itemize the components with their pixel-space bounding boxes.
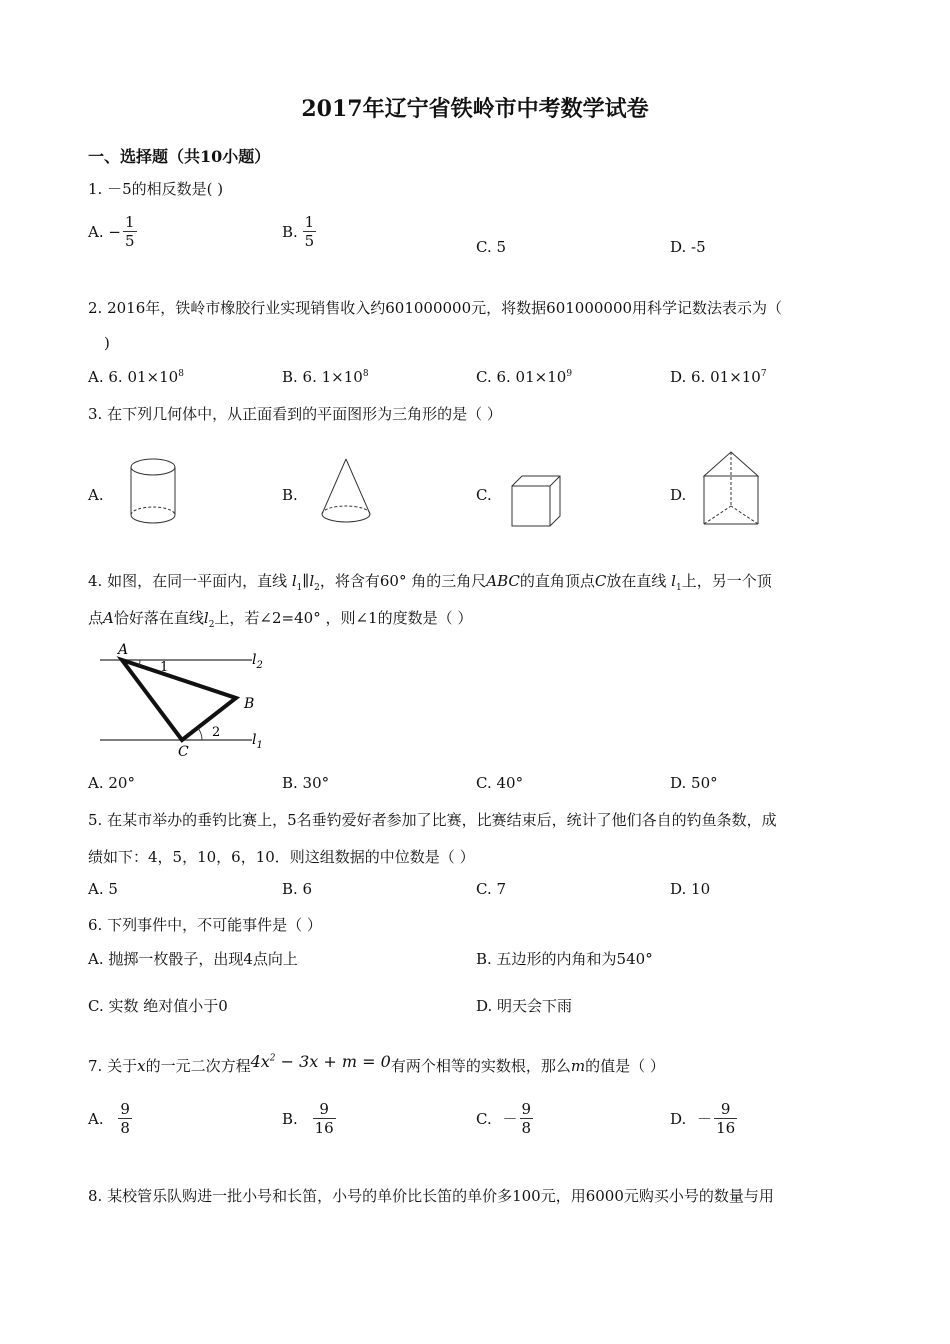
label-l2: $l_2$ bbox=[252, 652, 263, 671]
section-heading: 一、选择题（共10小题） bbox=[88, 147, 271, 166]
page-title: 2017年辽宁省铁岭市中考数学试卷 bbox=[301, 96, 649, 122]
q4-option-c[interactable]: C. 40° bbox=[476, 774, 524, 792]
q4-option-d[interactable]: D. 50° bbox=[670, 774, 718, 792]
q6-option-c[interactable]: C. 实数 绝对值小于0 bbox=[88, 997, 228, 1015]
q6-option-d[interactable]: D. 明天会下雨 bbox=[476, 997, 573, 1015]
q1-option-c[interactable]: C. 5 bbox=[476, 238, 507, 256]
question-6-stem: 6. 下列事件中，不可能事件是（ ） bbox=[88, 916, 322, 934]
q7-option-b[interactable]: B. $\frac{9}{16}$ bbox=[282, 1100, 334, 1137]
q2-option-d[interactable]: D. 6. $01\times 10^7$ bbox=[670, 368, 767, 386]
q4-option-b[interactable]: B. 30° bbox=[282, 774, 330, 792]
question-7-stem: 7. 关于x的一元二次方程$4x^2 - 3x + m = 0$有两个相等的实数根，那么m的值是（ ） bbox=[88, 1052, 665, 1075]
q2-option-a[interactable]: A. 6. $01\times 10^8$ bbox=[88, 368, 184, 386]
minus-sign: － bbox=[502, 1110, 518, 1128]
fraction: $\frac{9}{8}$ bbox=[120, 1100, 130, 1137]
q5-option-c[interactable]: C. 7 bbox=[476, 880, 507, 898]
label-angle-2: 2 bbox=[212, 725, 221, 740]
q1-option-b[interactable]: B. $\frac{1}{5}$ bbox=[282, 213, 315, 250]
q5-option-b[interactable]: B. 6 bbox=[282, 880, 313, 898]
q5-option-a[interactable]: A. 5 bbox=[88, 880, 118, 898]
q6-option-b[interactable]: B. 五边形的内角和为540° bbox=[476, 950, 653, 968]
minus-sign: − bbox=[108, 222, 121, 241]
q2-option-c[interactable]: C. 6. $01\times 10^9$ bbox=[476, 368, 573, 386]
q7-option-d[interactable]: D. － $\frac{9}{16}$ bbox=[670, 1100, 736, 1137]
question-5-stem-line2: 绩如下：4，5，10，6，10．则这组数据的中位数是（ ） bbox=[88, 848, 475, 866]
triangle-parallel-lines-figure bbox=[96, 640, 272, 762]
fraction: $\frac{9}{8}$ bbox=[521, 1100, 532, 1137]
label-angle-1: 1 bbox=[160, 660, 169, 675]
question-2-stem-cont: ) bbox=[104, 334, 110, 352]
question-5-stem-line1: 5. 在某市举办的垂钓比赛上，5名垂钓爱好者参加了比赛，比赛结束后，统计了他们各自的钓鱼条数，成 bbox=[88, 811, 777, 829]
fraction: $\frac{1}{5}$ bbox=[304, 213, 315, 250]
q1-option-d[interactable]: D. -5 bbox=[670, 238, 706, 256]
question-1-stem: 1. －5的相反数是( ) bbox=[88, 180, 224, 198]
label-b: B bbox=[244, 696, 255, 712]
triangular-prism-figure[interactable] bbox=[700, 448, 762, 532]
q7-option-a[interactable]: A. $\frac{9}{8}$ bbox=[88, 1100, 130, 1137]
fraction: $\frac{9}{16}$ bbox=[716, 1100, 736, 1137]
fraction: $\frac{9}{16}$ bbox=[314, 1100, 334, 1137]
quadratic-equation: $4x^2 - 3x + m = 0$ bbox=[250, 1052, 391, 1071]
minus-sign: － bbox=[697, 1110, 713, 1128]
q3-option-d-label[interactable]: D. bbox=[670, 486, 687, 504]
question-2-stem: 2. 2016年，铁岭市橡胶行业实现销售收入约601000000元，将数据601000000用科学记数法表示为（ bbox=[88, 299, 783, 317]
label-c: C bbox=[178, 744, 189, 760]
q2-option-b[interactable]: B. 6. $1\times 10^8$ bbox=[282, 368, 369, 386]
fraction: $\frac{1}{5}$ bbox=[124, 213, 135, 250]
question-4-stem-line1: 4. 如图，在同一平面内，直线 $l_1\parallel l_2$，将含有60° 角的三角尺ABC的直角顶点C放在直线 $l_1$上，另一个顶 bbox=[88, 572, 772, 593]
q3-option-c-label[interactable]: C. bbox=[476, 486, 492, 504]
q5-option-d[interactable]: D. 10 bbox=[670, 880, 711, 898]
cube-figure[interactable] bbox=[506, 472, 566, 532]
cone-figure[interactable] bbox=[316, 456, 376, 528]
q1-option-a[interactable]: A. − $\frac{1}{5}$ bbox=[88, 213, 135, 250]
q4-option-a[interactable]: A. 20° bbox=[88, 774, 135, 792]
label-l1: $l_1$ bbox=[252, 732, 263, 751]
question-8-stem: 8. 某校管乐队购进一批小号和长笛，小号的单价比长笛的单价多100元，用6000元购买小号的数量与用 bbox=[88, 1187, 774, 1205]
q6-option-a[interactable]: A. 抛掷一枚骰子，出现4点向上 bbox=[88, 950, 298, 968]
cylinder-figure[interactable] bbox=[125, 456, 181, 528]
q3-option-b-label[interactable]: B. bbox=[282, 486, 298, 504]
label-a: A bbox=[118, 642, 129, 658]
question-3-stem: 3. 在下列几何体中，从正面看到的平面图形为三角形的是（ ） bbox=[88, 405, 502, 423]
q7-option-c[interactable]: C. － $\frac{9}{8}$ bbox=[476, 1100, 532, 1137]
question-4-stem-line2: 点A恰好落在直线$l_2$上，若∠2=40° ，则∠1的度数是（ ） bbox=[88, 609, 473, 630]
q3-option-a-label[interactable]: A. bbox=[88, 486, 104, 504]
